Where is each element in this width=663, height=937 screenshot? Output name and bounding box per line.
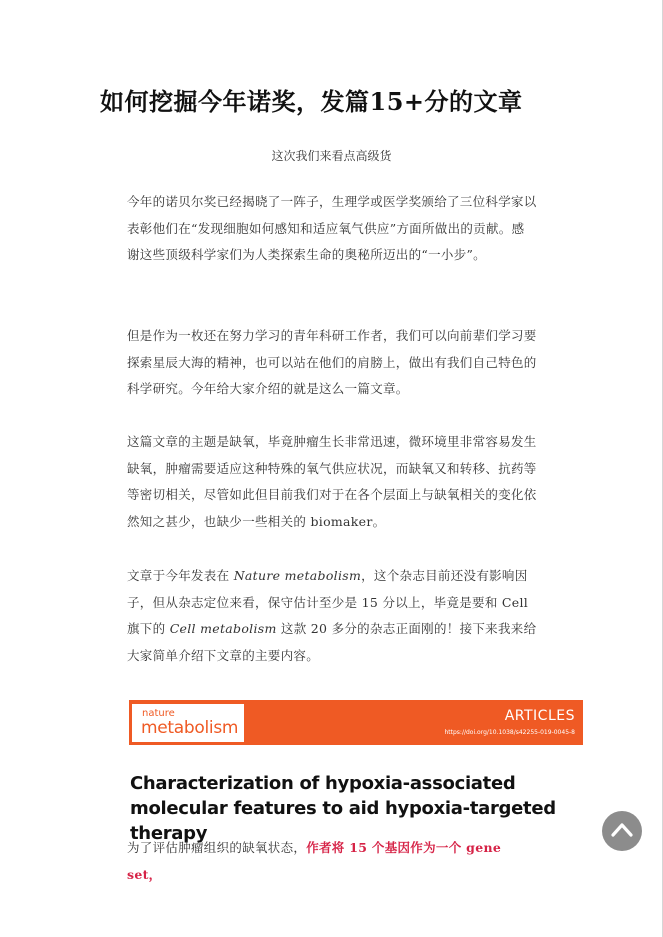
- paragraph-2: 但是作为一枚还在努力学习的青年科研工作者，我们可以向前辈们学习要探索星辰大海的精神，也可以站在他们的肩膀上，做出有我们自己特色的科学研究。今年给大家介绍的就是这么一篇文章。: [127, 328, 537, 396]
- scroll-to-top-button[interactable]: [602, 811, 642, 851]
- journal-logo-main: metabolism: [141, 718, 239, 738]
- paragraph-4-text: 文章于今年发表在: [127, 568, 234, 583]
- doi-link: https://doi.org/10.1038/s42255-019-0045-8: [444, 729, 575, 736]
- chevron-up-icon: [602, 811, 642, 851]
- paragraph-4-text: ，这个杂志目前还没有影响因子，但从杂志定位来看，保守估计至少是 15 分以上，毕竟是要和 Cell 旗下的: [127, 568, 529, 636]
- paragraph-1: 今年的诺贝尔奖已经揭晓了一阵子，生理学或医学奖颁给了三位科学家以表彰他们在“发现细胞如何感知和适应氧气供应”方面所做出的贡献。感谢这些顶级科学家们为人类探索生命的奥秘所迈出的“一小步”。: [127, 194, 537, 262]
- journal-name: Cell metabolism: [169, 621, 277, 636]
- journal-logo: [131, 703, 245, 743]
- paper-title: Characterization of hypoxia-associated molecular features to aid hypoxia-targeted therapy: [130, 773, 556, 844]
- page-subtitle: 这次我们来看点高级货: [271, 149, 392, 163]
- page-title: 如何挖掘今年诺奖，发篇15+分的文章: [100, 87, 523, 116]
- paragraph-5-text: 为了评估肿瘤组织的缺氧状态，: [127, 840, 307, 855]
- paragraph-3: 这篇文章的主题是缺氧，毕竟肿瘤生长非常迅速，微环境里非常容易发生缺氧，肿瘤需要适应这种特殊的氧气供应状况，而缺氧又和转移、抗药等等密切相关，尽管如此但目前我们对于在各个层面上与缺氧相关的变化依然知之甚少，也缺少一些相关的 biomaker。: [127, 434, 537, 529]
- paragraph-4: [127, 563, 537, 669]
- highlighted-text: 作者将 15 个基因作为一个 gene set，: [127, 840, 502, 882]
- journal-name: Nature metabolism: [233, 568, 362, 583]
- journal-logo-top: nature: [142, 708, 175, 719]
- paragraph-5: [127, 835, 537, 888]
- paragraph-4-text: 这款 20 多分的杂志正面刚的！接下来我来给大家简单介绍下文章的主要内容。: [127, 621, 537, 663]
- paper-header-banner: [129, 700, 583, 745]
- articles-label: ARTICLES: [504, 708, 575, 724]
